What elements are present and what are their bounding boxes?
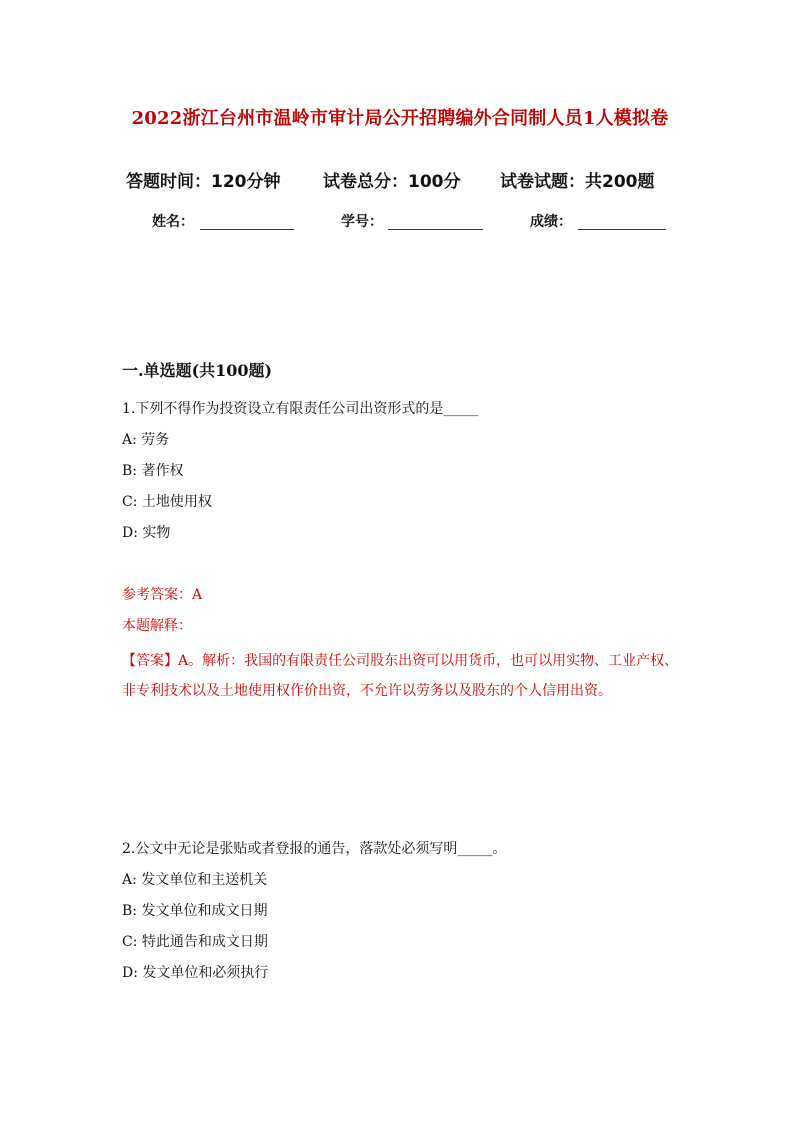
option-1b: B: 著作权 — [122, 463, 184, 479]
option-2d: D: 发文单位和必须执行 — [122, 965, 269, 981]
score-blank — [578, 229, 666, 230]
explain-label-1: 本题解释： — [122, 618, 192, 634]
score-label: 成绩： — [530, 214, 572, 230]
section-title: 一.单选题(共100题) — [122, 361, 273, 380]
question-1: 1.下列不得作为投资设立有限责任公司出资形式的是_____ — [122, 401, 479, 417]
name-label: 姓名： — [152, 214, 194, 230]
name-blank — [200, 229, 294, 230]
exam-time: 答题时间：120分钟 — [126, 172, 281, 192]
exam-question-count: 试卷试题：共200题 — [500, 172, 655, 192]
explanation-1: 【答案】A。解析：我国的有限责任公司股东出资可以用货币，也可以用实物、工业产权、非专利技术以及土地使用权作价出资，不允许以劳务以及股东的个人信用出资。 — [122, 653, 679, 699]
exam-total-score: 试卷总分：100分 — [323, 172, 461, 192]
option-2c: C: 特此通告和成文日期 — [122, 934, 268, 950]
id-label: 学号： — [341, 214, 383, 230]
option-1a: A: 劳务 — [122, 432, 170, 448]
question-2: 2.公文中无论是张贴或者登报的通告，落款处必须写明_____。 — [122, 841, 507, 857]
option-1c: C: 土地使用权 — [122, 494, 212, 510]
option-1d: D: 实物 — [122, 525, 171, 541]
option-2a: A: 发文单位和主送机关 — [122, 872, 268, 888]
id-blank — [388, 229, 483, 230]
exam-title: 2022浙江台州市温岭市审计局公开招聘编外合同制人员1人模拟卷 — [131, 108, 669, 129]
option-2b: B: 发文单位和成文日期 — [122, 903, 268, 919]
answer-1: 参考答案：A — [122, 587, 203, 603]
